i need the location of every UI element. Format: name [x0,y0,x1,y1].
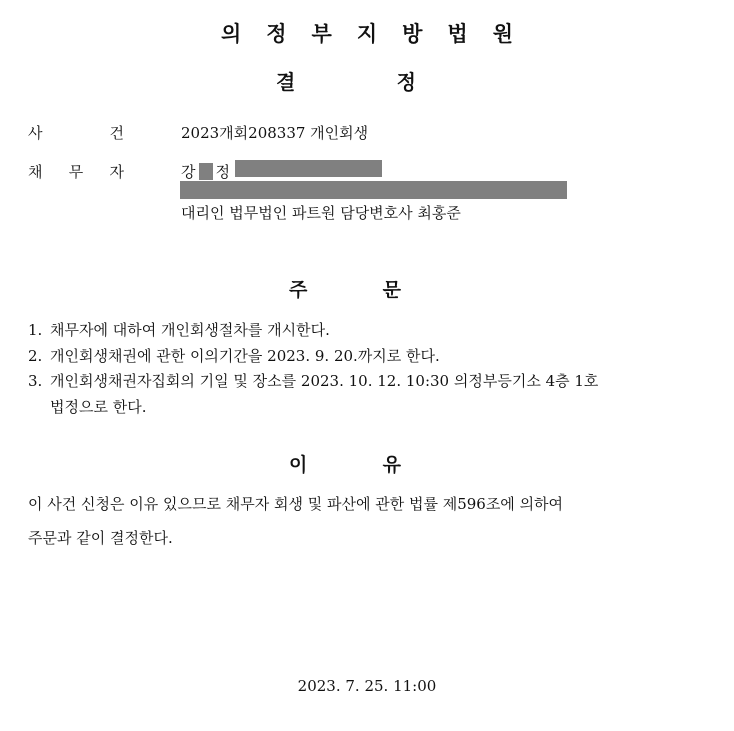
order-item-continuation: 법정으로 한다. [50,397,147,416]
debtor-label-char: 무 [68,163,84,181]
document-title-char: 정 [396,70,416,94]
order-item: 2. 개인회생채권에 관한 이의기간을 2023. 9. 20.까지로 한다. [28,346,440,365]
decision-date: 2023. 7. 25. 11:00 [297,677,437,695]
document-title-char: 결 [276,70,296,94]
order-item: 1. 채무자에 대하여 개인회생절차를 개시한다. [28,321,330,339]
reason-text [28,487,563,555]
debtor-agent: 대리인 법무법인 파트원 담당변호사 최홍준 [181,204,461,222]
case-label-char: 사 [28,124,43,142]
case-label [28,122,124,143]
case-label-char: 건 [109,124,124,142]
debtor-name-first: 강 [181,163,196,181]
redaction-block [235,160,382,177]
debtor-name-last: 정 [215,163,230,181]
order-title-char: 주 [289,279,308,301]
reason-title-char: 유 [382,454,401,476]
debtor-name [181,161,230,182]
order-item: 3. 개인회생채권자집회의 기일 및 장소를 2023. 10. 12. 10:30 의정부등기소 4층 1호 [28,372,599,390]
reason-title [289,450,401,477]
redaction-block [199,163,213,180]
reason-line: 주문과 같이 결정한다. [28,529,173,547]
debtor-label-char: 채 [28,163,43,181]
debtor-label-char: 자 [109,163,124,181]
order-title [289,275,401,302]
court-name: 의정부지방법원 [220,22,538,46]
reason-title-char: 이 [289,454,308,476]
debtor-label [28,161,124,182]
document-title [276,66,416,95]
order-list [28,318,598,420]
order-title-char: 문 [382,279,401,301]
case-number: 2023개회208337 개인회생 [181,124,369,142]
redaction-block [180,181,567,199]
reason-line: 이 사건 신청은 이유 있으므로 채무자 회생 및 파산에 관한 법률 제596조에 의하여 [28,495,564,513]
